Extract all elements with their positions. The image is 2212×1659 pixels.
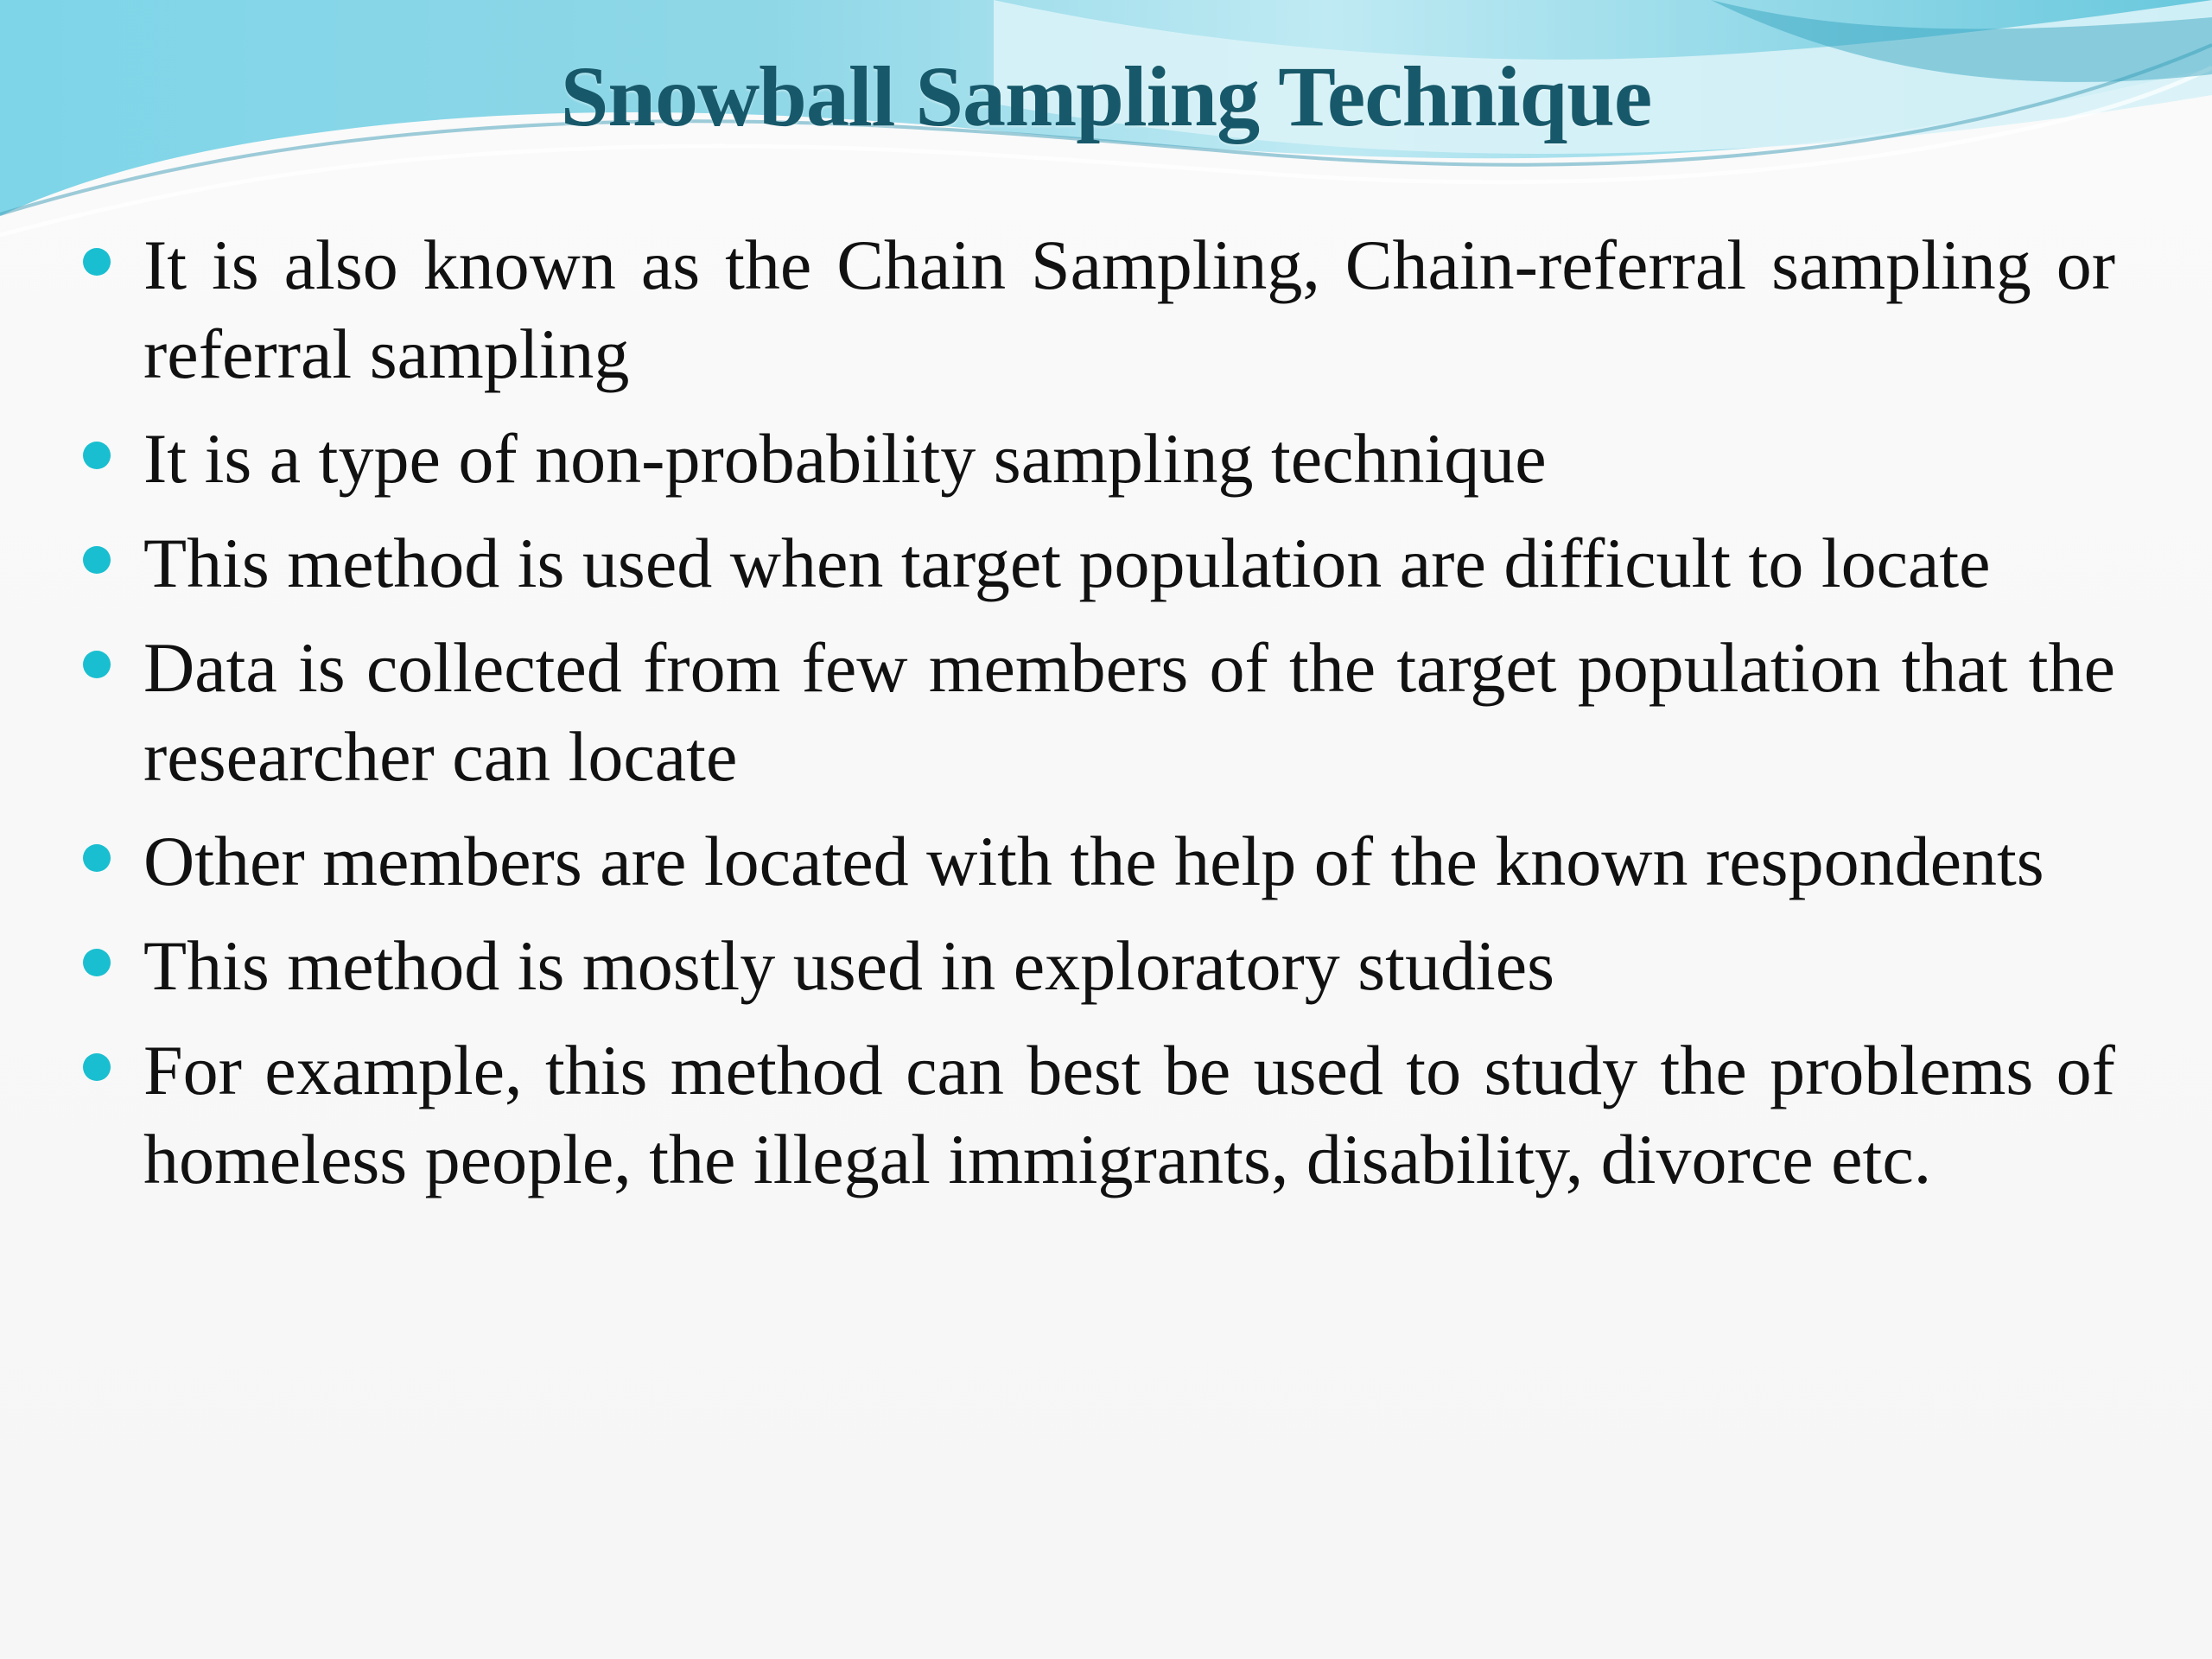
- bullet-text: Data is collected from few members of the target population that the researcher can locate: [143, 628, 2115, 796]
- slide-title: Snowball Sampling Technique: [560, 48, 1652, 144]
- bullet-item-1: [143, 220, 2115, 398]
- bullet-item-7: [143, 1026, 2115, 1204]
- bullet-text: This method is used when target population are difficult to locate: [143, 524, 1991, 602]
- bullet-item-5: [143, 817, 2115, 906]
- bullet-dot-icon: [83, 949, 111, 976]
- bullet-list: [143, 220, 2115, 1219]
- bullet-item-3: [143, 518, 2115, 607]
- bullet-dot-icon: [83, 651, 111, 678]
- bullet-text: Other members are located with the help of the known respondents: [143, 822, 2044, 900]
- bullet-item-2: [143, 414, 2115, 503]
- bullet-text: It is a type of non-probability sampling technique: [143, 419, 1547, 498]
- bullet-text: This method is mostly used in exploratory studies: [143, 926, 1555, 1005]
- bullet-item-6: [143, 921, 2115, 1010]
- bullet-dot-icon: [83, 546, 111, 574]
- bullet-dot-icon: [83, 442, 111, 469]
- bullet-dot-icon: [83, 248, 111, 276]
- bullet-text: It is also known as the Chain Sampling, Chain-referral sampling or referral sampling: [143, 226, 2115, 393]
- bullet-text: For example, this method can best be used to study the problems of homeless people, the illegal immigrants, disability, divorce etc.: [143, 1031, 2115, 1198]
- bullet-dot-icon: [83, 1053, 111, 1081]
- bullet-item-4: [143, 623, 2115, 801]
- bullet-dot-icon: [83, 844, 111, 872]
